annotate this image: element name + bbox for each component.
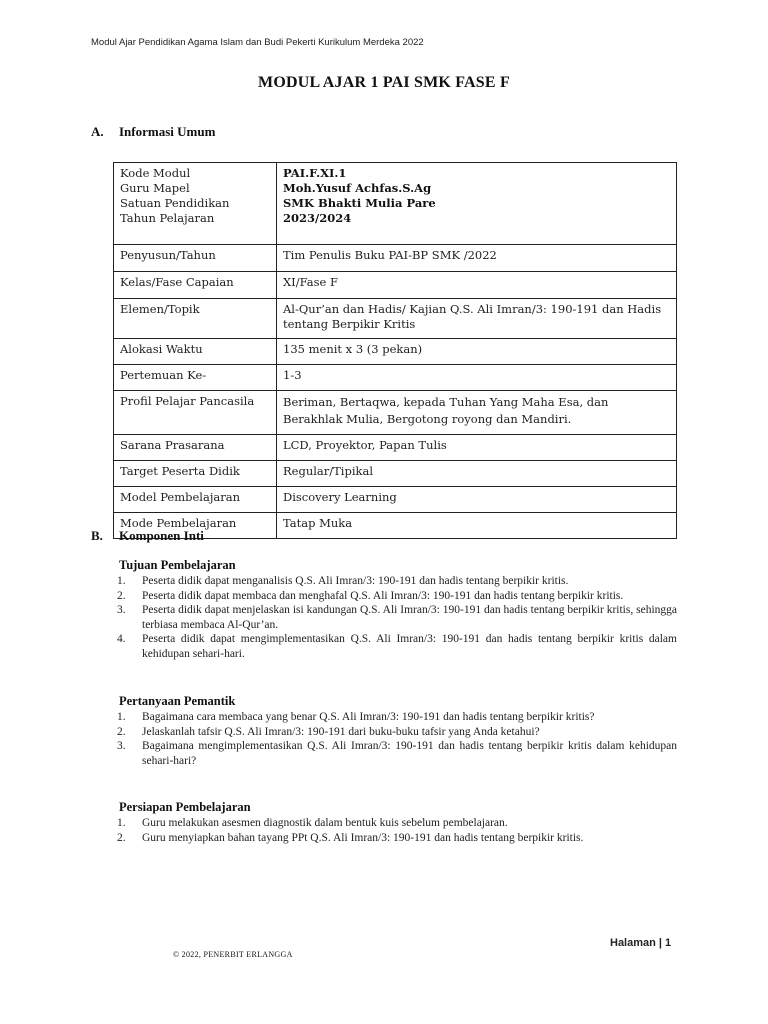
list-number: 4. [117, 633, 126, 646]
list-item [117, 603, 677, 632]
list-number: 1. [117, 575, 126, 587]
list-item [117, 739, 677, 768]
table-label: Penyusun/Tahun [114, 245, 277, 272]
table-row [114, 461, 677, 487]
table-value: XI/Fase F [277, 272, 677, 299]
list-item-text: Peserta didik dapat mengimplementasikan Q.S. Ali Imran/3: 190-191 dan hadis tentang berpikir kritis dalam kehidupan sehari-hari. [142, 633, 677, 660]
table-label: Target Peserta Didik [114, 461, 277, 487]
table-label: Profil Pelajar Pancasila [114, 391, 277, 435]
table-row [114, 487, 677, 513]
table-value: 2023/2024 [283, 211, 352, 225]
list-number: 2. [117, 589, 126, 602]
table-label: Satuan Pendidikan [120, 196, 230, 210]
list-number: 2. [117, 725, 126, 738]
list-item-text: Bagaimana mengimplementasikan Q.S. Ali Imran/3: 190-191 dan hadis tentang berpikir kritis dalam kehidupan sehari-hari? [142, 740, 677, 767]
list-number: 1. [117, 711, 126, 723]
table-value: PAI.F.XI.1 [283, 166, 347, 180]
list-item [117, 632, 677, 661]
info-table [113, 162, 677, 539]
table-label: Tahun Pelajaran [120, 211, 215, 225]
table-value: Al-Qur’an dan Hadis/ Kajian Q.S. Ali Imran/3: 190-191 dan Hadis tentang Berpikir Kritis [277, 299, 677, 339]
list-item-text: Peserta didik dapat menganalisis Q.S. Ali Imran/3: 190-191 dan hadis tentang berpikir kritis. [142, 575, 569, 587]
list-item [117, 831, 677, 846]
table-value: 135 menit x 3 (3 pekan) [277, 339, 677, 365]
list-number: 2. [117, 831, 126, 844]
table-label: Kode Modul [120, 166, 191, 180]
persiapan-list [117, 816, 677, 845]
list-item [117, 816, 677, 831]
table-cell-values [277, 163, 677, 245]
table-value: 1-3 [277, 365, 677, 391]
list-item-text: Peserta didik dapat menjelaskan isi kandungan Q.S. Ali Imran/3: 190-191 dan hadis tentang berpikir kritis, sehingga terbiasa membaca Al-Qur’an. [142, 604, 677, 631]
tujuan-heading: Tujuan Pembelajaran [119, 558, 236, 572]
table-row [114, 391, 677, 435]
section-b-heading [91, 528, 204, 544]
table-value: Moh.Yusuf Achfas.S.Ag [283, 181, 432, 195]
tujuan-list [117, 574, 677, 662]
table-label: Model Pembelajaran [114, 487, 277, 513]
table-row [114, 272, 677, 299]
list-item-text: Guru menyiapkan bahan tayang PPt Q.S. Ali Imran/3: 190-191 dan hadis tentang berpikir kritis. [142, 831, 584, 844]
table-label: Mode Pembelajaran [114, 513, 277, 539]
table-value: Tim Penulis Buku PAI-BP SMK /2022 [277, 245, 677, 272]
table-value: LCD, Proyektor, Papan Tulis [277, 435, 677, 461]
table-label: Elemen/Topik [114, 299, 277, 339]
copyright-notice: © 2022, PENERBIT ERLANGGA [173, 950, 293, 959]
list-item-text: Bagaimana cara membaca yang benar Q.S. Ali Imran/3: 190-191 dan hadis tentang berpikir kritis? [142, 711, 595, 723]
list-number: 1. [117, 817, 126, 829]
table-value: Tatap Muka [277, 513, 677, 539]
list-item [117, 725, 677, 740]
list-item [117, 589, 677, 604]
section-letter: A. [91, 124, 104, 139]
table-label: Guru Mapel [120, 181, 190, 195]
table-value: Beriman, Bertaqwa, kepada Tuhan Yang Maha Esa, dan Berakhlak Mulia, Bergotong royong dan Mandiri. [277, 391, 677, 435]
section-title: Informasi Umum [119, 124, 216, 139]
section-letter: B. [91, 528, 103, 543]
table-row [114, 163, 677, 245]
table-row [114, 299, 677, 339]
list-item-text: Peserta didik dapat membaca dan menghafal Q.S. Ali Imran/3: 190-191 dan hadis tentang berpikir kritis. [142, 589, 624, 602]
section-a-heading [91, 124, 215, 140]
pertanyaan-heading: Pertanyaan Pemantik [119, 694, 236, 708]
table-value: SMK Bhakti Mulia Pare [283, 196, 436, 210]
list-item [117, 710, 677, 725]
table-row [114, 245, 677, 272]
document-title: MODUL AJAR 1 PAI SMK FASE F [258, 74, 510, 91]
table-label: Kelas/Fase Capaian [114, 272, 277, 299]
list-number: 3. [117, 740, 126, 753]
list-item-text: Jelaskanlah tafsir Q.S. Ali Imran/3: 190-191 dari buku-buku tafsir yang Anda ketahui? [142, 725, 540, 738]
list-number: 3. [117, 604, 126, 617]
table-row [114, 339, 677, 365]
pertanyaan-list [117, 710, 677, 768]
table-label: Pertemuan Ke- [114, 365, 277, 391]
table-value: Discovery Learning [277, 487, 677, 513]
table-label: Sarana Prasarana [114, 435, 277, 461]
table-row [114, 435, 677, 461]
table-value: Regular/Tipikal [277, 461, 677, 487]
list-item-text: Guru melakukan asesmen diagnostik dalam bentuk kuis sebelum pembelajaran. [142, 817, 508, 829]
running-header: Modul Ajar Pendidikan Agama Islam dan Budi Pekerti Kurikulum Merdeka 2022 [91, 37, 424, 48]
section-title: Komponen Inti [119, 528, 204, 543]
table-cell-labels [114, 163, 277, 245]
persiapan-heading: Persiapan Pembelajaran [119, 800, 251, 814]
page-number: Halaman | 1 [610, 937, 672, 949]
table-row [114, 365, 677, 391]
table-label: Alokasi Waktu [114, 339, 277, 365]
list-item [117, 574, 677, 589]
